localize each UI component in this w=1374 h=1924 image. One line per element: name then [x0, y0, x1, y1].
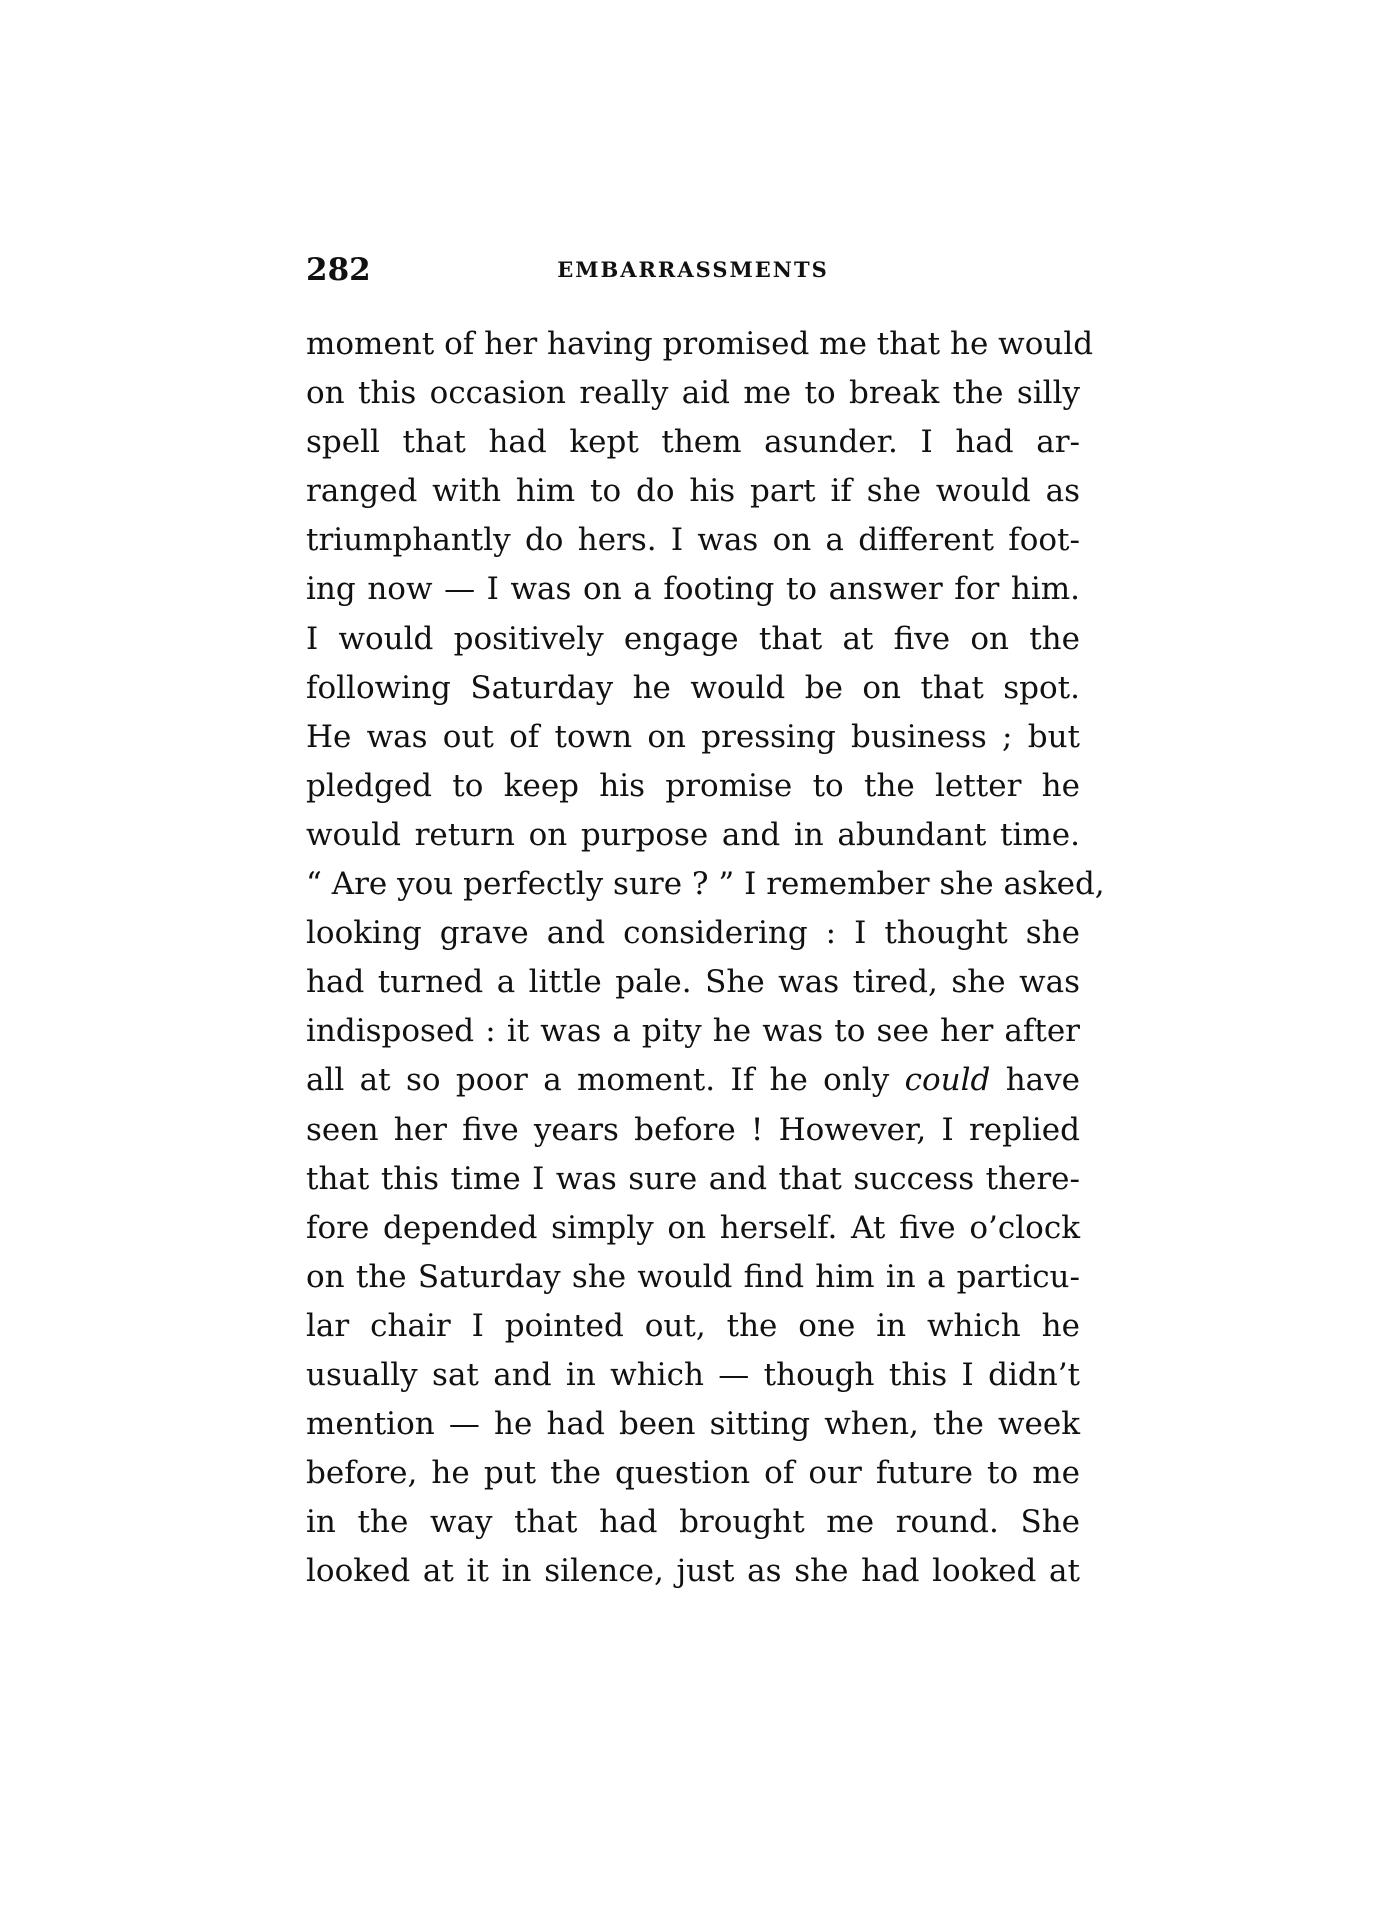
page-number: 282 — [306, 252, 371, 288]
text-line: ing now — I was on a footing to answer for him. — [306, 571, 1080, 608]
text-line: pledged to keep his promise to the letter he — [306, 767, 1080, 804]
body-text — [306, 320, 1105, 1596]
text-line: seen her five years before ! However, I replied — [306, 1111, 1080, 1148]
text-line: triumphantly do hers. I was on a different foot- — [306, 522, 1080, 559]
text-line: in the way that had brought me round. She — [306, 1504, 1080, 1541]
text-line: ranged with him to do his part if she would as — [306, 473, 1080, 510]
text-line: “ Are you perfectly sure ? ” I remember she asked, — [306, 866, 1105, 903]
text-line: before, he put the question of our future to me — [306, 1455, 1080, 1492]
text-line: following Saturday he would be on that spot. — [306, 669, 1080, 706]
text-line: indisposed : it was a pity he was to see her after — [306, 1013, 1080, 1050]
text-line: on this occasion really aid me to break the silly — [306, 375, 1080, 412]
italic-word: could — [904, 1062, 991, 1099]
text-line: had turned a little pale. She was tired, she was — [306, 964, 1080, 1001]
text-line-with-italic — [306, 1056, 1080, 1105]
text-line: I would positively engage that at five on the — [306, 620, 1080, 657]
text-line: would return on purpose and in abundant time. — [306, 816, 1080, 853]
text-line: on the Saturday she would find him in a particu- — [306, 1258, 1080, 1295]
text-line: spell that had kept them asunder. I had ar- — [306, 424, 1080, 461]
text-line-end: have — [1005, 1062, 1081, 1099]
text-line: usually sat and in which — though this I didn’t — [306, 1356, 1080, 1393]
text-line: looking grave and considering : I thought she — [306, 915, 1080, 952]
text-line: He was out of town on pressing business ; but — [306, 718, 1080, 755]
text-line: that this time I was sure and that success there- — [306, 1160, 1080, 1197]
text-line: fore depended simply on herself. At five o’clock — [306, 1209, 1080, 1246]
text-line: looked at it in silence, just as she had looked at — [306, 1553, 1080, 1590]
running-head: EMBARRASSMENTS — [557, 257, 829, 282]
text-line: mention — he had been sitting when, the week — [306, 1406, 1080, 1443]
text-line-start: all at so poor a moment. If he only — [306, 1062, 890, 1099]
text-line: moment of her having promised me that he would — [306, 326, 1094, 362]
text-line: lar chair I pointed out, the one in which he — [306, 1307, 1080, 1344]
page-header — [306, 250, 1080, 290]
